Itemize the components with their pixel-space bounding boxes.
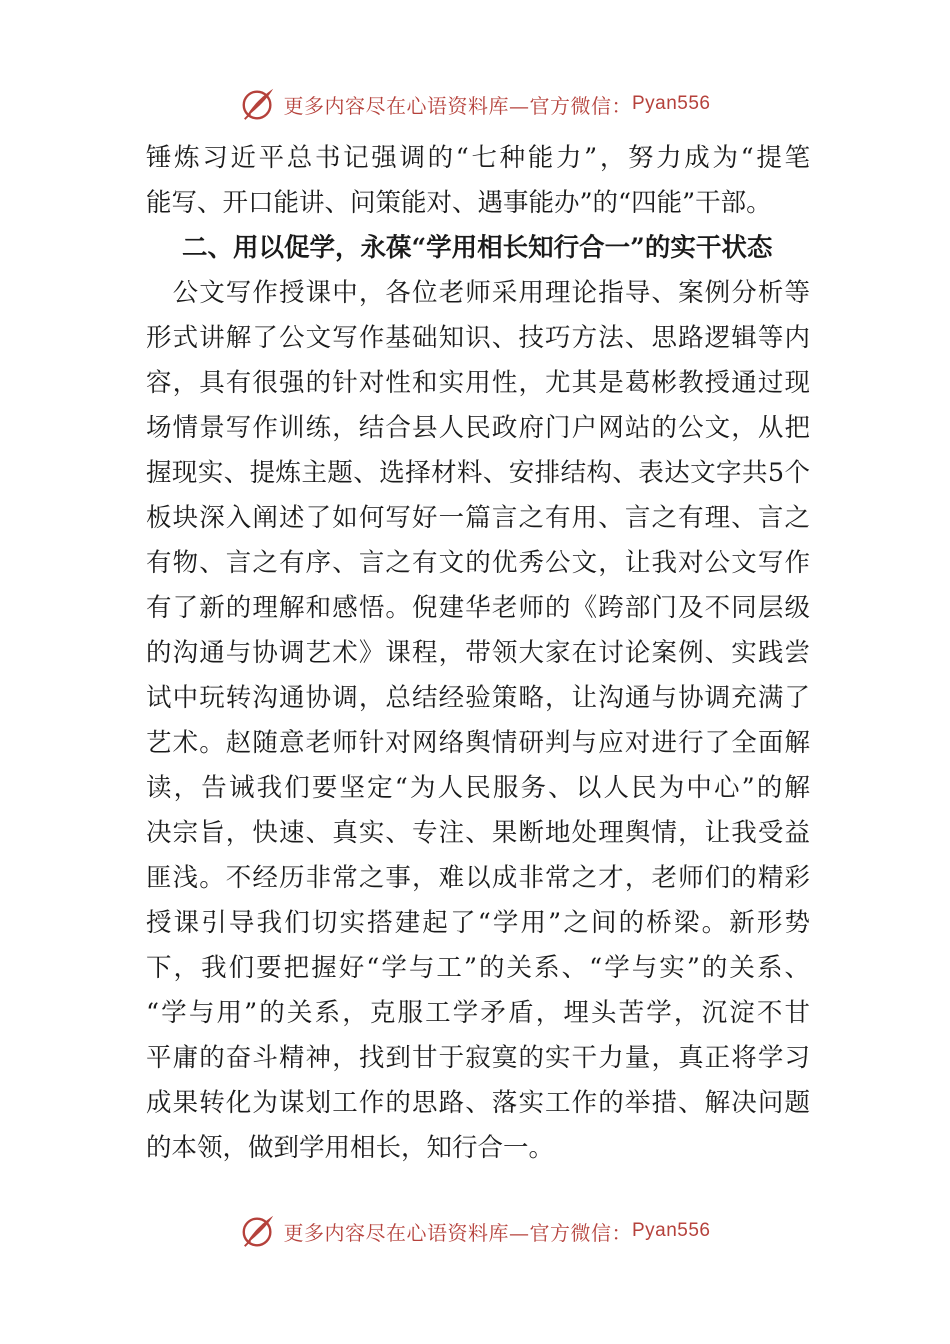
section-heading: 二、用以促学，永葆“学用相长知行合一”的实干状态 xyxy=(182,233,773,263)
paragraph-line: 锤炼习近平总书记强调的“七种能力”，努力成为“提笔 xyxy=(146,143,810,173)
banner-text: 更多内容尽在心语资料库—官方微信： xyxy=(283,93,632,118)
paragraph-line: 成果转化为谋划工作的思路、落实工作的举措、解决问题 xyxy=(146,1088,810,1118)
quill-logo-icon xyxy=(239,85,277,123)
paragraph-line: 授课引导我们切实搭建起了“学用”之间的桥梁。新形势 xyxy=(146,908,810,938)
paragraph-line: “学与用”的关系，克服工学矛盾，埋头苦学，沉淀不甘 xyxy=(146,998,810,1028)
paragraph-line: 有了新的理解和感悟。倪建华老师的《跨部门及不同层级 xyxy=(146,593,810,623)
paragraph-line: 容，具有很强的针对性和实用性，尤其是葛彬教授通过现 xyxy=(146,368,810,398)
paragraph-line: 握现实、提炼主题、选择材料、安排结构、表达文字共5个 xyxy=(146,458,810,488)
banner-wechat-id: Pyan556 xyxy=(631,1220,711,1241)
paragraph-line: 场情景写作训练，结合县人民政府门户网站的公文，从把 xyxy=(146,413,810,443)
paragraph-line: 艺术。赵随意老师针对网络舆情研判与应对进行了全面解 xyxy=(146,728,810,758)
quill-logo-icon xyxy=(239,1212,277,1250)
paragraph-line: 公文写作授课中，各位老师采用理论指导、案例分析等 xyxy=(146,278,810,308)
paragraph-line: 形式讲解了公文写作基础知识、技巧方法、思路逻辑等内 xyxy=(146,323,810,353)
paragraph-line: 板块深入阐述了如何写好一篇言之有用、言之有理、言之 xyxy=(146,503,810,533)
paragraph-line: 的沟通与协调艺术》课程，带领大家在讨论案例、实践尝 xyxy=(146,638,810,668)
header-watermark-banner xyxy=(0,84,950,124)
document-body xyxy=(146,136,810,1171)
paragraph-line: 平庸的奋斗精神，找到甘于寂寞的实干力量，真正将学习 xyxy=(146,1043,810,1073)
paragraph-line: 能写、开口能讲、问策能对、遇事能办”的“四能”干部。 xyxy=(146,188,772,218)
paragraph-line: 决宗旨，快速、真实、专注、果断地处理舆情，让我受益 xyxy=(146,818,810,848)
banner-text: 更多内容尽在心语资料库—官方微信： xyxy=(283,1220,632,1245)
paragraph-line: 的本领，做到学用相长，知行合一。 xyxy=(146,1133,555,1163)
paragraph-line: 试中玩转沟通协调，总结经验策略，让沟通与协调充满了 xyxy=(146,683,810,713)
paragraph-line: 读，告诫我们要坚定“为人民服务、以人民为中心”的解 xyxy=(146,773,810,803)
banner-wechat-id: Pyan556 xyxy=(631,93,711,114)
paragraph-line: 匪浅。不经历非常之事，难以成非常之才，老师们的精彩 xyxy=(146,863,810,893)
paragraph-line: 下，我们要把握好“学与工”的关系、“学与实”的关系、 xyxy=(146,953,810,983)
paragraph-line: 有物、言之有序、言之有文的优秀公文，让我对公文写作 xyxy=(146,548,810,578)
footer-watermark-banner xyxy=(0,1211,950,1251)
